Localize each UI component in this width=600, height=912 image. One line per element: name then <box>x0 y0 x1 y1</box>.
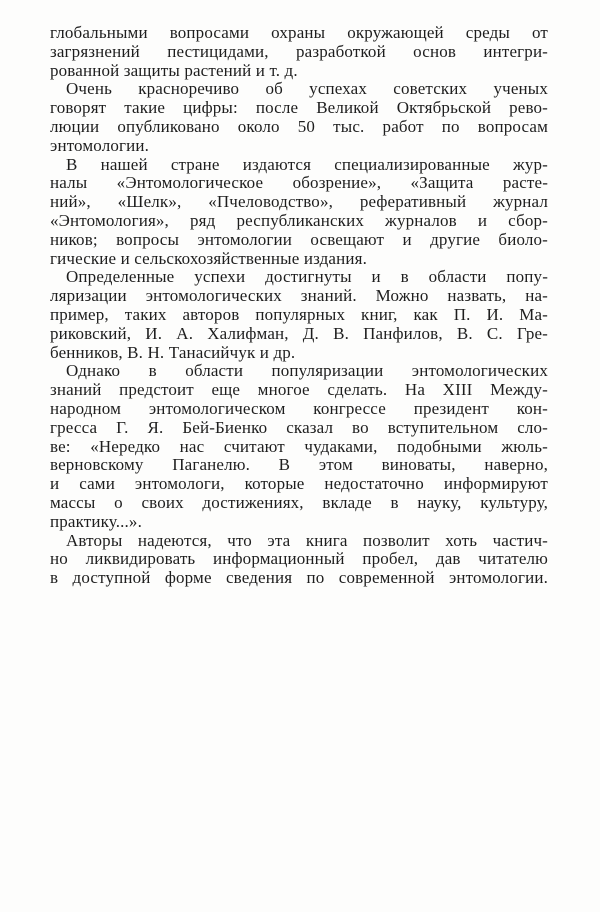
text-line: налы «Энтомологическое обозрение», «Защита расте- <box>50 173 548 193</box>
text-line: пример, таких авторов популярных книг, как П. И. Ма- <box>50 304 548 324</box>
text-line: народном энтомологическом конгрессе президент кон- <box>50 398 548 418</box>
text-line: Очень красноречиво об успехах советских ученых <box>66 79 548 99</box>
text-line: гические и сельскохозяйственные издания. <box>50 248 367 268</box>
text-line: в доступной форме сведения по современной энтомологии. <box>50 568 548 588</box>
text-line: Однако в области популяризации энтомологических <box>66 361 548 381</box>
text-line: рованной защиты растений и т. д. <box>50 60 298 80</box>
text-line: практику...». <box>50 511 142 531</box>
text-line: риковский, И. А. Халифман, Д. В. Панфилов, В. С. Гре- <box>50 323 548 343</box>
text-line: верновскому Паганелю. В этом виноваты, наверно, <box>50 455 548 475</box>
text-line: гресса Г. Я. Бей-Биенко сказал во вступительном сло- <box>50 417 548 437</box>
text-line: люции опубликовано около 50 тыс. работ по вопросам <box>50 116 548 136</box>
text-line: Авторы надеются, что эта книга позволит хоть частич- <box>66 530 548 550</box>
paragraph <box>50 80 548 155</box>
paragraph <box>50 156 548 269</box>
text-line: знаний предстоит еще многое сделать. На XIII Между- <box>50 380 548 400</box>
text-line: глобальными вопросами охраны окружающей среды от <box>50 23 548 42</box>
text-line: массы о своих достижениях, вкладе в науку, культуру, <box>50 492 548 512</box>
text-line: «Энтомология», ряд республиканских журналов и сбор- <box>50 210 548 230</box>
text-line: Определенные успехи достигнуты и в области попу- <box>66 267 548 287</box>
paragraph <box>50 532 548 588</box>
paragraph <box>50 268 548 362</box>
page-text <box>50 24 548 588</box>
text-line: но ликвидировать информационный пробел, дав читателю <box>50 549 548 569</box>
text-line: и сами энтомологи, которые недостаточно информируют <box>50 474 548 494</box>
text-line: ляризации энтомологических знаний. Можно назвать, на- <box>50 286 548 306</box>
text-line: бенников, В. Н. Танасийчук и др. <box>50 342 296 362</box>
text-line: ве: «Нередко нас считают чудаками, подобными жюль- <box>50 436 548 456</box>
paragraph <box>50 362 548 531</box>
text-line: ний», «Шелк», «Пчеловодство», реферативный журнал <box>50 192 548 212</box>
paragraph <box>50 24 548 80</box>
text-line: В нашей стране издаются специализированные жур- <box>66 154 548 174</box>
text-line: энтомологии. <box>50 135 150 155</box>
text-line: ников; вопросы энтомологии освещают и другие биоло- <box>50 229 548 249</box>
text-line: загрязнений пестицидами, разработкой основ интегри- <box>50 41 548 61</box>
text-line: говорят такие цифры: после Великой Октябрьской рево- <box>50 98 548 118</box>
